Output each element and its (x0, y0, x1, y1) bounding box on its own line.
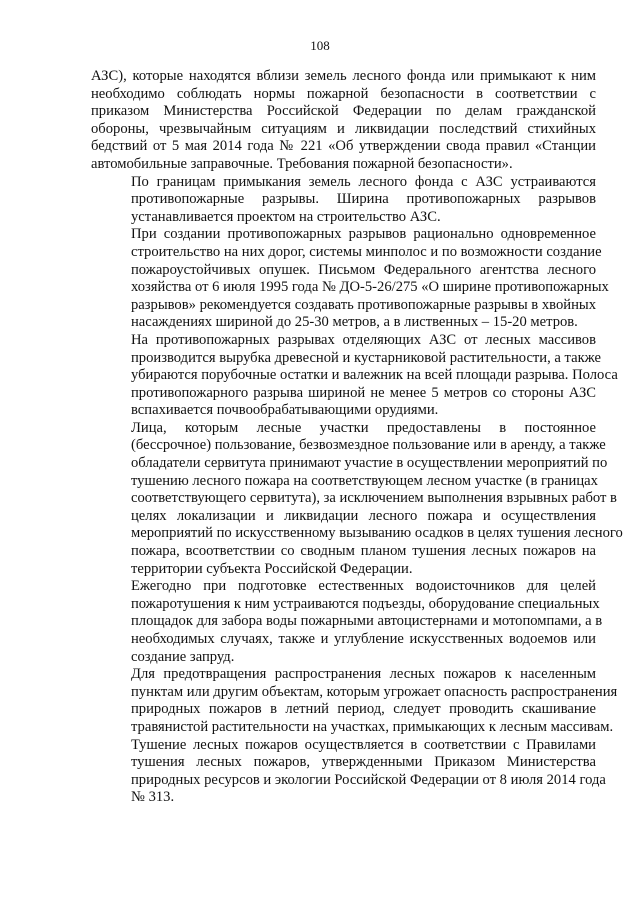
text-line: противопожарного разрыва шириной не менее 5 метров со стороны АЗС (131, 384, 596, 401)
text-line: насаждениях шириной до 25-30 метров, а в лиственных – 15-20 метров. (131, 314, 578, 331)
text-line: пунктам или другим объектам, которым угрожает опасность распространения (131, 683, 618, 700)
text-line: Лица, которым лесные участки предоставлены в постоянное (131, 419, 596, 436)
page-number: 108 (310, 38, 330, 53)
text-line: обладатели сервитута принимают участие в осуществлении мероприятий по (131, 455, 608, 472)
text-line: хозяйства от 6 июля 1995 года № ДО-5-26/275 «О ширине противопожарных (131, 279, 609, 296)
text-line: необходимо соблюдать нормы пожарной безопасности в соответствии с (91, 85, 596, 102)
paragraph (91, 578, 603, 666)
text-line: автомобильные заправочные. Требования пожарной безопасности». (91, 155, 513, 172)
text-line: бедствий от 5 мая 2014 года № 221 «Об утверждении свода правил «Станции (91, 138, 596, 155)
paragraph (91, 68, 596, 174)
text-line: производится вырубка древесной и кустарниковой растительности, а также (131, 349, 602, 366)
text-line: соответствующего сервитута), за исключением выполнения взрывных работ в (131, 490, 617, 507)
paragraph (91, 226, 609, 332)
text-line: пожаротушения к ним устраиваются подъезды, оборудование специальных (131, 595, 600, 612)
text-line: создание запруд. (131, 648, 235, 665)
text-line: пожара, всоответствии со сводным планом тушения лесных пожаров на (131, 543, 596, 560)
text-line: Ежегодно при подготовке естественных водоисточников для целей (131, 578, 596, 595)
text-line: При создании противопожарных разрывов рационально одновременное (131, 226, 596, 243)
text-line: тушению лесного пожара на соответствующем лесном участке (в границах (131, 472, 598, 489)
text-line: целях локализации и ликвидации лесного пожара и осуществления (131, 507, 596, 524)
text-line: площадок для забора воды пожарными автоцистернами и мотопомпами, а в (131, 613, 603, 630)
paragraph (91, 736, 606, 807)
text-line: разрывов» рекомендуется создавать противопожарные разрывы в хвойных (131, 296, 596, 313)
text-line: На противопожарных разрывах отделяющих АЗС от лесных массивов (131, 331, 596, 348)
text-line: приказом Министерства Российской Федерации по делам гражданской (91, 103, 596, 120)
text-line: вспахивается почвообрабатывающими орудиями. (131, 402, 439, 419)
text-line: пожароустойчивых опушек. Письмом Федерального агентства лесного (131, 261, 596, 278)
text-line: АЗС), которые находятся вблизи земель лесного фонда или примыкают к ним (91, 68, 596, 84)
paragraph (91, 331, 618, 420)
text-line: По границам примыкания земель лесного фонда с АЗС устраиваются (131, 173, 596, 190)
paragraph (91, 666, 618, 736)
text-line: устанавливается проектом на строительство АЗС. (131, 208, 441, 225)
text-line: Для предотвращения распространения лесных пожаров к населенным (131, 666, 596, 683)
text-line: № 313. (131, 789, 175, 806)
text-line: территории субъекта Российской Федерации. (131, 560, 413, 577)
text-line: тушения лесных пожаров, утвержденными Приказом Министерства (131, 754, 596, 771)
text-line: мероприятий по искусственному вызыванию осадков в целях тушения лесного (131, 525, 623, 542)
text-line: необходимых случаях, также и углубление искусственных водоемов или (131, 631, 596, 647)
text-line: (бессрочное) пользование, безвозмездное пользование или в аренду, а также (131, 437, 606, 454)
paragraph (91, 174, 596, 227)
text-line: травянистой растительности на участках, примыкающих к лесным массивам. (131, 718, 614, 735)
text-line: убираются порубочные остатки и валежник на всей площади разрыва. Полоса (131, 367, 618, 384)
text-line: строительство на них дорог, системы минполос и по возможности создание (131, 243, 602, 260)
text-line: Тушение лесных пожаров осуществляется в соответствии с Правилами (131, 736, 596, 753)
text-line: обороны, чрезвычайным ситуациям и ликвидации последствий стихийных (91, 120, 596, 137)
document-body (91, 68, 623, 807)
paragraph (91, 419, 623, 578)
text-line: природных ресурсов и экологии Российской Федерации от 8 июля 2014 года (131, 771, 606, 788)
text-line: природных пожаров в летний период, следует проводить скашивание (131, 701, 596, 718)
text-line: противопожарные разрывы. Ширина противопожарных разрывов (131, 191, 596, 208)
